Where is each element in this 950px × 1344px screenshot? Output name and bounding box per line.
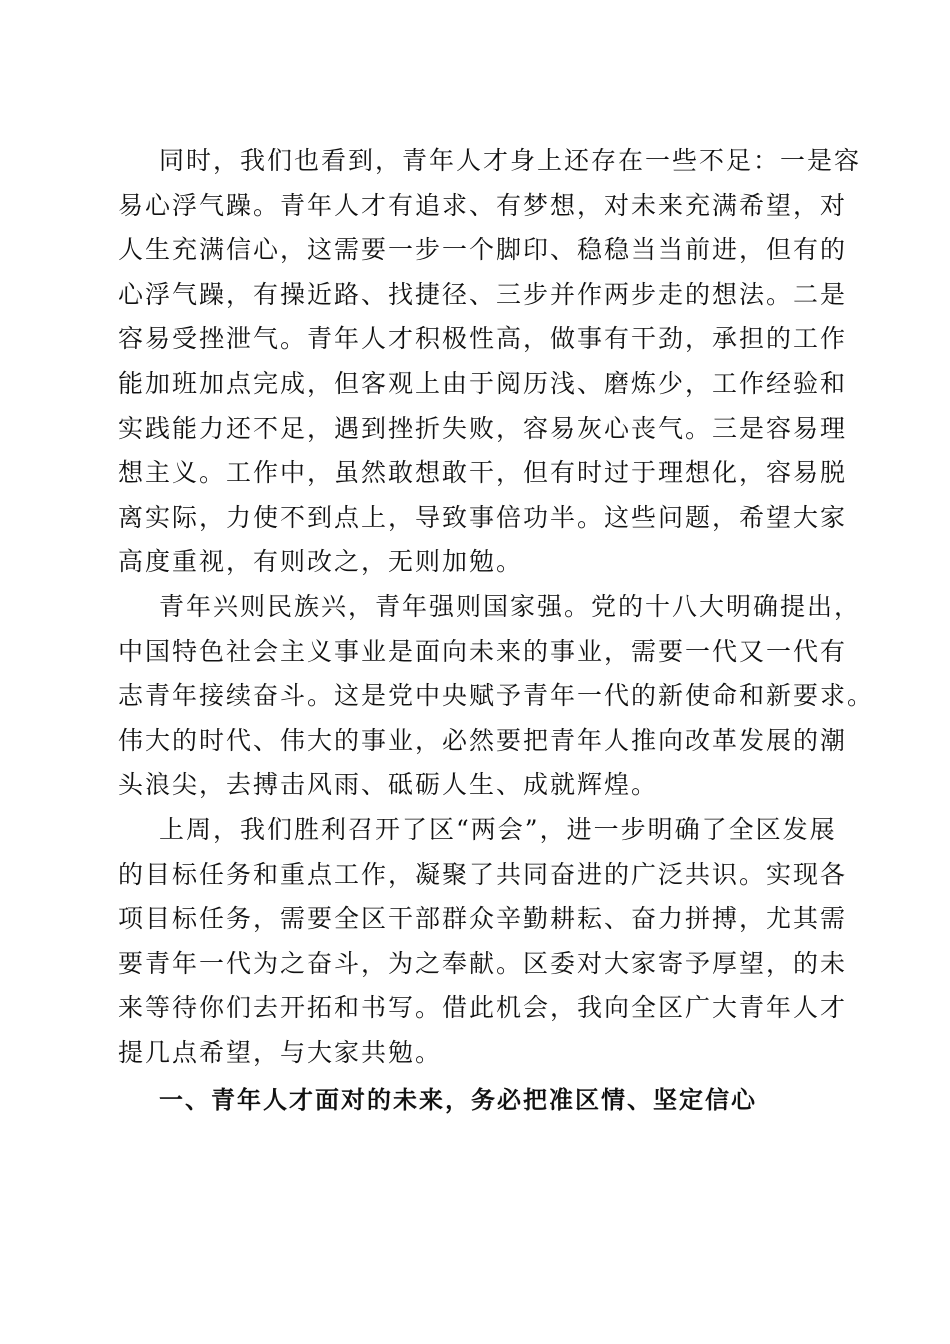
paragraph-line: 志青年接续奋斗。这是党中央赋予青年一代的新使命和新要求。 [118, 681, 875, 711]
paragraph-line: 能加班加点完成，但客观上由于阅历浅、磨炼少，工作经验和 [118, 368, 848, 398]
paragraph-line: 提几点希望，与大家共勉。 [118, 1037, 443, 1067]
paragraph-line: 的目标任务和重点工作，凝聚了共同奋进的广泛共识。实现各 [118, 859, 848, 889]
paragraph-line: 高度重视，有则改之，无则加勉。 [118, 547, 524, 577]
paragraph-line: 青年兴则民族兴，青年强则国家强。党的十八大明确提出， [159, 591, 862, 621]
paragraph-line: 来等待你们去开拓和书写。借此机会，我向全区广大青年人才 [118, 993, 848, 1023]
paragraph-line: 心浮气躁，有操近路、找捷径、三步并作两步走的想法。二是 [118, 279, 848, 309]
paragraph-line: 实践能力还不足，遇到挫折失败，容易灰心丧气。三是容易理 [118, 413, 848, 443]
paragraph-line: 伟大的时代、伟大的事业，必然要把青年人推向改革发展的潮 [118, 725, 848, 755]
paragraph-line: 上周，我们胜利召开了区“两会”，进一步明确了全区发展 [159, 814, 837, 844]
paragraph-line: 中国特色社会主义事业是面向未来的事业，需要一代又一代有 [118, 636, 848, 666]
paragraph-shortcomings [118, 139, 862, 585]
paragraph-line: 头浪尖，去搏击风雨、砥砺人生、成就辉煌。 [118, 770, 659, 800]
paragraph-district-sessions [118, 808, 848, 1076]
section-heading: 一、青年人才面对的未来，务必把准区情、坚定信心 [159, 1086, 757, 1115]
paragraph-line: 易心浮气躁。青年人才有追求、有梦想，对未来充满希望，对 [118, 190, 848, 220]
paragraph-line: 项目标任务，需要全区干部群众辛勤耕耘、奋力拼搏，尤其需 [118, 904, 848, 934]
paragraph-line: 要青年一代为之奋斗，为之奉献。区委对大家寄予厚望，的未 [118, 948, 848, 978]
paragraph-line: 同时，我们也看到，青年人才身上还存在一些不足：一是容 [159, 146, 862, 175]
paragraph-youth-mission [118, 585, 875, 808]
paragraph-line: 容易受挫泄气。青年人才积极性高，做事有干劲，承担的工作 [118, 324, 848, 354]
paragraph-line: 想主义。工作中，虽然敢想敢干，但有时过于理想化，容易脱 [118, 458, 848, 488]
paragraph-line: 离实际，力使不到点上，导致事倍功半。这些问题，希望大家 [118, 502, 848, 532]
paragraph-line: 人生充满信心，这需要一步一个脚印、稳稳当当前进，但有的 [118, 235, 848, 265]
document-body [118, 139, 875, 1123]
